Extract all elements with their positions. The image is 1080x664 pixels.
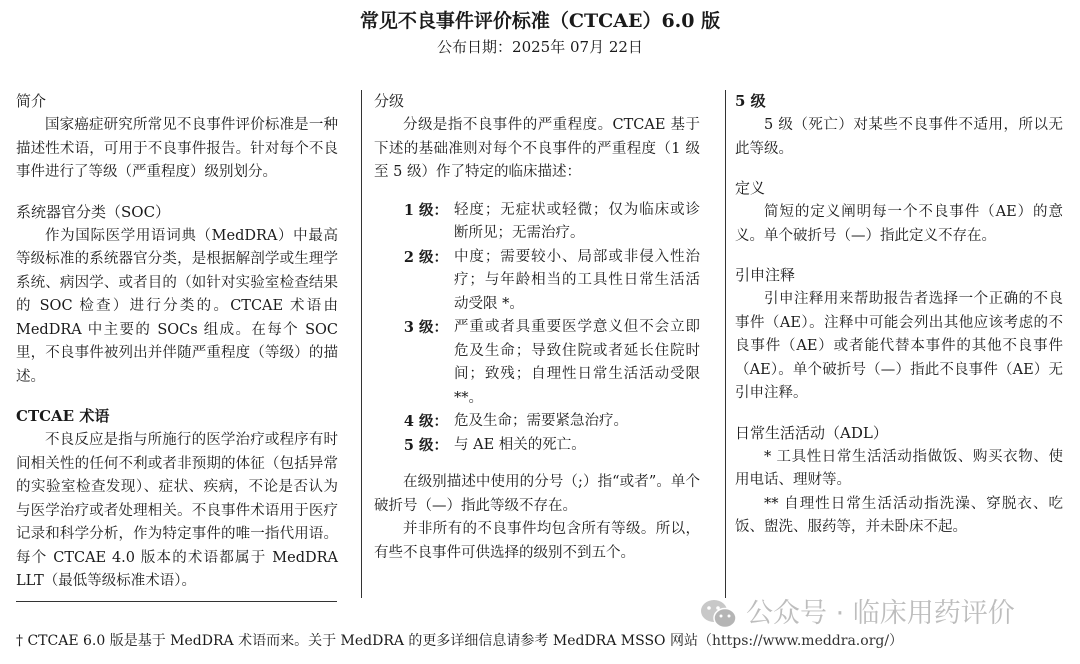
grade-list bbox=[374, 199, 700, 458]
grade-label: 5 级： bbox=[403, 436, 448, 454]
section-soc bbox=[16, 199, 338, 390]
section-text: 简短的定义阐明每一个不良事件（AE）的意义。单个破折号（—）指此定义不存在。 bbox=[735, 204, 1063, 244]
section-text: 引申注释用来帮助报告者选择一个正确的不良事件（AE）。注释中可能会列出其他应该考虑的不良事件（AE）或者能代替本事件的其他不良事件（AE）。单个破折号（—）指此不良事件（AE）无引申注释。 bbox=[735, 291, 1063, 401]
section-heading: 分级 bbox=[374, 92, 405, 110]
grading-note: 在级别描述中使用的分号（;）指“或者”。单个破折号（—）指此等级不存在。 bbox=[374, 474, 700, 514]
section-text: 国家癌症研究所常见不良事件评价标准是一种描述性术语，可用于不良事件报告。针对每个不良事件进行了等级（严重程度）级别划分。 bbox=[16, 117, 338, 180]
grading-note: 并非所有的不良事件均包含所有等级。所以，有些不良事件可供选择的级别不到五个。 bbox=[374, 521, 700, 561]
grade-text: 严重或者具重要医学意义但不会立即危及生命；导致住院或者延长住院时间；致残；自理性日常生活活动受限 **。 bbox=[454, 319, 700, 406]
section-text: 5 级（死亡）对某些不良事件不适用，所以无此等级。 bbox=[735, 117, 1063, 157]
column-3 bbox=[735, 88, 1063, 554]
section-adl bbox=[735, 420, 1063, 540]
column-2 bbox=[374, 88, 700, 565]
section-navigational-note bbox=[735, 262, 1063, 406]
section-heading: 系统器官分类（SOC） bbox=[16, 202, 171, 221]
column-1 bbox=[16, 88, 338, 608]
section-text: * 工具性日常生活活动指做饭、购买衣物、使用电话、理财等。 bbox=[735, 448, 1063, 488]
section-heading: CTCAE 术语 bbox=[16, 407, 110, 425]
column-divider bbox=[725, 90, 726, 598]
footnote bbox=[16, 630, 903, 654]
column-divider bbox=[361, 90, 362, 598]
document-title: 常见不良事件评价标准（CTCAE）6.0 版 bbox=[359, 10, 721, 32]
grade-item bbox=[374, 316, 700, 410]
section-text: 作为国际医学用语词典（MedDRA）中最高等级标准的系统器官分类，是根据解剖学或生理学系统、病因学、或者目的（如针对实验室检查结果的 SOC 检查）进行分类的。CTCAE 术语由 MedDRA 中主要的 SOCs 组成。在每个 SOC 里，不良事件被列出并伴随严重程度（等级）的描述。 bbox=[16, 227, 338, 385]
watermark-text: 公众号 · 临床用药评价 bbox=[746, 598, 1015, 630]
grade-text: 轻度；无症状或轻微；仅为临床或诊断所见；无需治疗。 bbox=[454, 201, 700, 241]
grading-intro: 分级是指不良事件的严重程度。CTCAE 基于下述的基础准则对每个不良事件的严重程度（1 级至 5 级）作了特定的临床描述： bbox=[374, 117, 700, 180]
publish-date: 公布日期：2025年 07月 22日 bbox=[437, 38, 643, 56]
grade-item bbox=[374, 199, 700, 246]
grade-item bbox=[374, 434, 700, 458]
watermark bbox=[700, 598, 1015, 630]
section-heading: 简介 bbox=[16, 92, 47, 110]
grade-label: 4 级： bbox=[403, 413, 448, 430]
grade-item bbox=[374, 410, 700, 434]
section-heading: 5 级 bbox=[735, 92, 766, 110]
section-heading: 定义 bbox=[735, 179, 766, 197]
section-grade5 bbox=[735, 88, 1063, 161]
grade-text: 与 AE 相关的死亡。 bbox=[454, 436, 586, 453]
section-heading: 日常生活活动（ADL） bbox=[735, 423, 888, 442]
footnote-text: † CTCAE 6.0 版是基于 MedDRA 术语而来。关于 MedDRA 的更多详细信息请参考 MedDRA MSSO 网站 bbox=[16, 633, 698, 649]
grade-label: 3 级： bbox=[403, 319, 448, 336]
grade-item bbox=[374, 246, 700, 317]
grade-label: 2 级： bbox=[403, 248, 448, 266]
section-ctcae-term bbox=[16, 403, 338, 594]
section-text: ** 自理性日常生活活动指洗澡、穿脱衣、吃饭、盥洗、服药等，并未卧床不起。 bbox=[735, 495, 1063, 535]
grade-text: 危及生命；需要紧急治疗。 bbox=[454, 413, 628, 429]
section-heading: 引申注释 bbox=[735, 266, 796, 284]
section-definition bbox=[735, 175, 1063, 248]
section-text: 不良反应是指与所施行的医学治疗或程序有时间相关性的任何不利或者非预期的体征（包括异常的实验室检查发现）、症状、疾病，不论是否认为与医学治疗或者处理相关。不良事件术语用于医疗记录和科学分析，作为特定事件的唯一指代用语。每个 CTCAE 4.0 版本的术语都属于 MedDRA LLT（最低等级标准术语）。 bbox=[16, 432, 338, 589]
footnote-rule bbox=[16, 601, 337, 602]
grade-text: 中度；需要较小、局部或非侵入性治疗；与年龄相当的工具性日常生活活动受限 *。 bbox=[454, 248, 700, 312]
wechat-icon bbox=[700, 598, 738, 630]
grade-label: 1 级： bbox=[403, 201, 448, 219]
section-intro bbox=[16, 88, 338, 185]
footnote-link[interactable]: （https://www.meddra.org/） bbox=[697, 633, 904, 649]
